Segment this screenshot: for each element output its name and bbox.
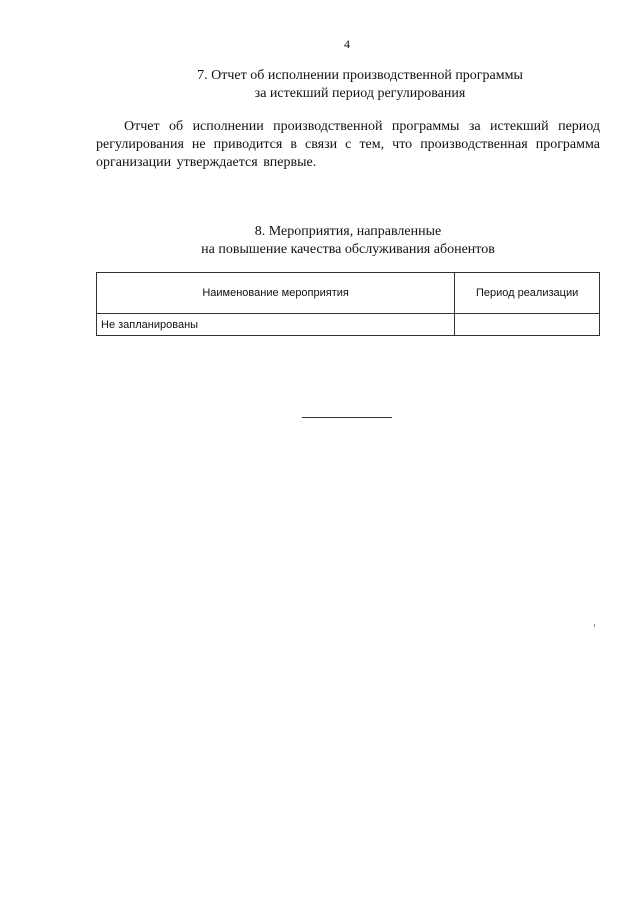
table-cell-measure-name: Не запланированы (97, 314, 455, 336)
measures-table-container (96, 272, 600, 336)
section-7-heading (120, 67, 600, 103)
table-cell-period (455, 314, 600, 336)
section-8-heading (96, 223, 600, 259)
page-number: 4 (344, 37, 350, 51)
table-row (97, 314, 600, 336)
margin-mark (594, 624, 595, 627)
section-7-heading-line-1: 7. Отчет об исполнении производственной программы (197, 68, 523, 83)
column-header-period: Период реализации (455, 273, 600, 314)
section-7-paragraph: Отчет об исполнении производственной программы за истекший период регулирования не приводится в связи с тем, что производственная программа организации утверждается впервые. (96, 119, 600, 170)
section-7-heading-line-2: за истекший период регулирования (254, 86, 466, 101)
end-of-document-rule (302, 417, 392, 418)
section-8-heading-line-1: 8. Мероприятия, направленные (254, 224, 442, 239)
table-header-row (97, 273, 600, 314)
column-header-measure-name: Наименование мероприятия (97, 273, 455, 314)
section-8-heading-line-2: на повышение качества обслуживания абонентов (201, 242, 495, 257)
measures-table (96, 272, 600, 336)
